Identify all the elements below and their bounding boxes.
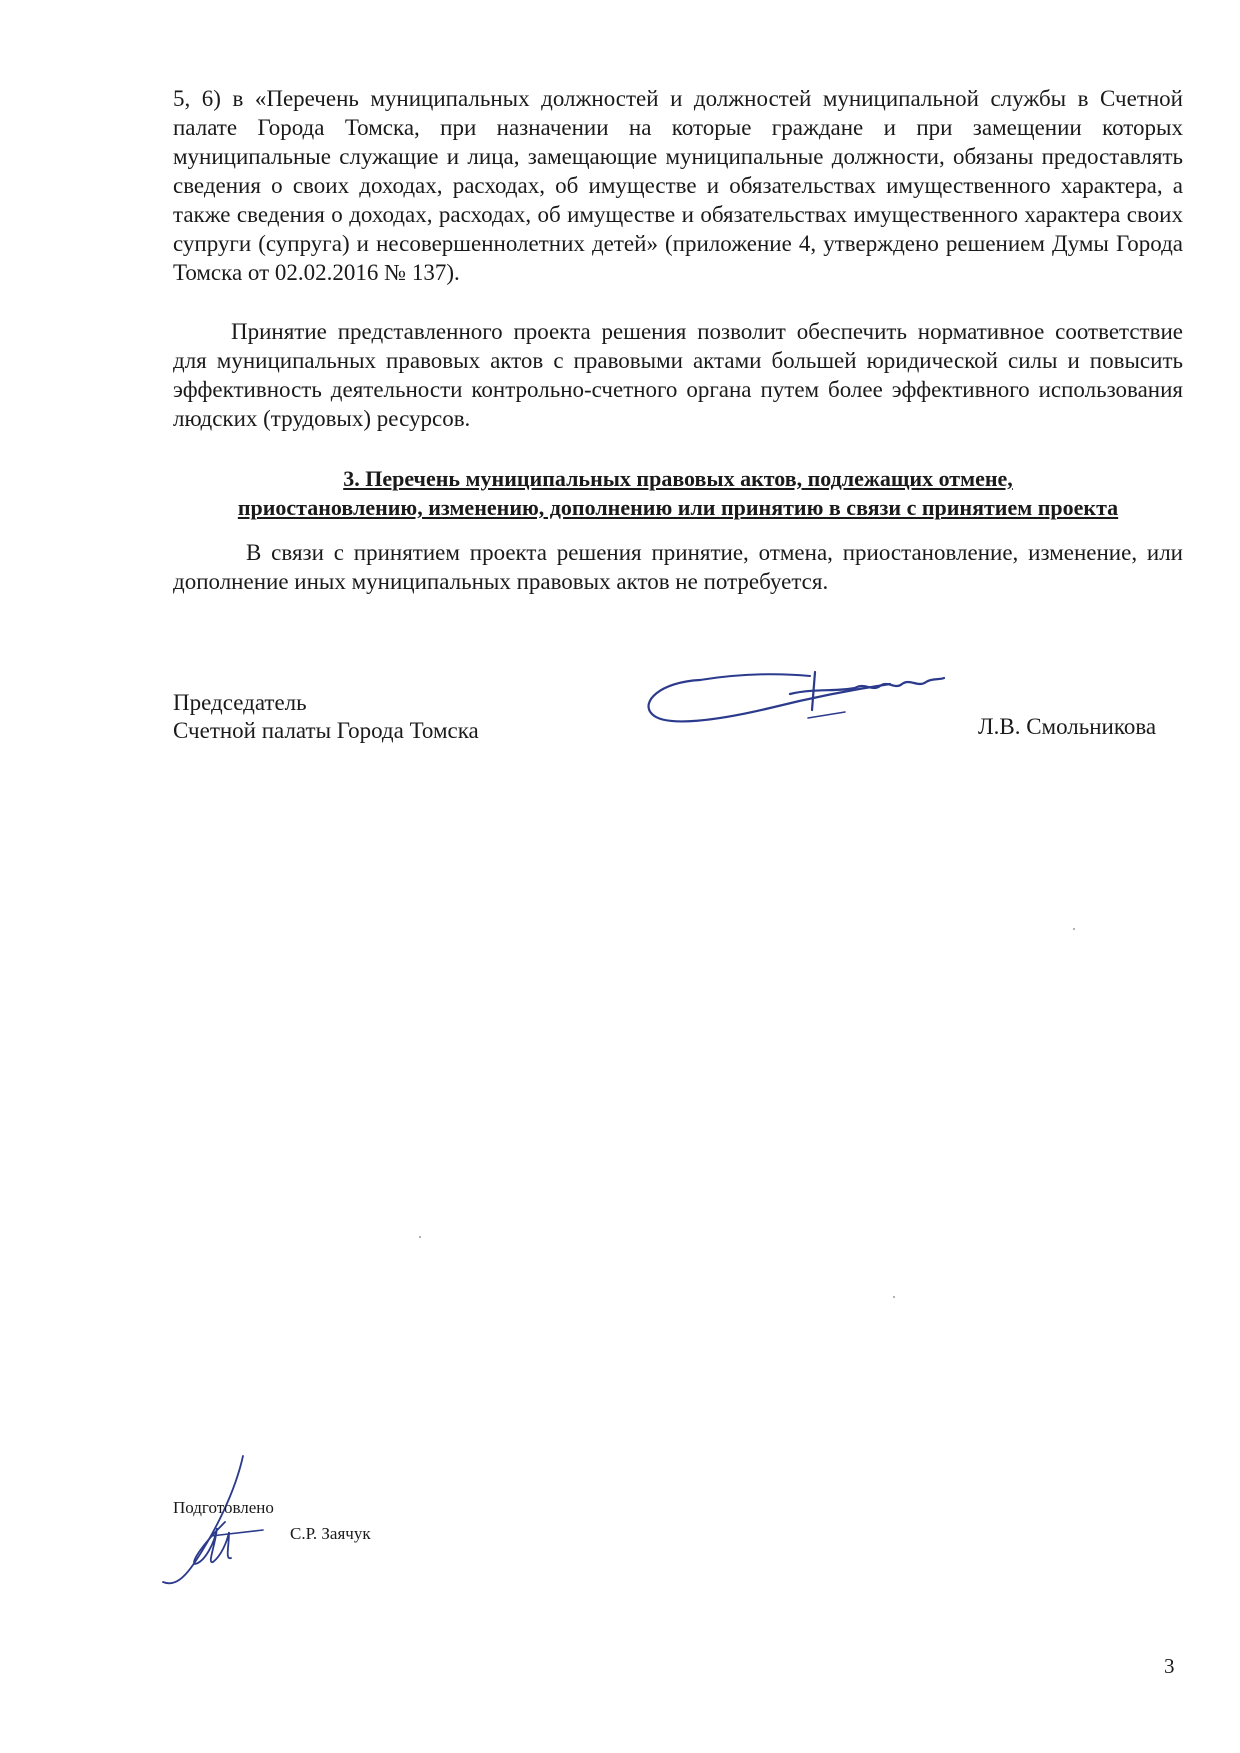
body-paragraph-list-item: 5, 6) в «Перечень муниципальных должностей и должностей муниципальной службы в Счетной палате Города Томска, при назначении на которые граждане и при замещении которых муниципальные служащие и лица, замещающие муниципальные должности, обязаны предоставлять сведения о своих доходах, расходах, об имуществе и обязательствах имущественного характера, а также сведения о доходах, расходах, об имуществе и обязательствах имущественного характера своих супруги (супруга) и несовершеннолетних детей» (приложение 4, утверждено решением Думы Города Томска от 02.02.2016 № 137). (173, 86, 1183, 285)
section-3-heading-line-1: 3. Перечень муниципальных правовых актов, подлежащих отмене, (343, 466, 1013, 491)
handwritten-signature-icon (640, 662, 960, 742)
scan-speck (1073, 928, 1075, 930)
signatory-position-line-1: Председатель (173, 690, 307, 715)
scan-speck (893, 1296, 895, 1298)
preparer-name: С.Р. Заячук (290, 1524, 371, 1543)
body-paragraph-section-3: В связи с принятием проекта решения принятие, отмена, приостановление, изменение, или дополнение иных муниципальных правовых актов не потребуется. (173, 540, 1183, 594)
section-3-heading-line-2: приостановлению, изменению, дополнению или принятию в связи с принятием проекта (237, 495, 1119, 520)
body-paragraph-conclusion: Принятие представленного проекта решения позволит обеспечить нормативное соответствие для муниципальных правовых актов с правовыми актами большей юридической силы и повысить эффективность деятельности контрольно-счетного органа путем более эффективного использования людских (трудовых) ресурсов. (173, 319, 1183, 431)
scan-speck (419, 1236, 421, 1238)
signatory-position-line-2: Счетной палаты Города Томска (173, 718, 479, 743)
prepared-by-label: Подготовлено (173, 1498, 274, 1517)
signatory-name: Л.В. Смольникова (978, 714, 1157, 739)
section-3-heading (173, 464, 1183, 522)
preparer-signature-icon (155, 1452, 265, 1592)
signatory-position (173, 689, 479, 745)
page-number: 3 (1164, 1654, 1175, 1678)
